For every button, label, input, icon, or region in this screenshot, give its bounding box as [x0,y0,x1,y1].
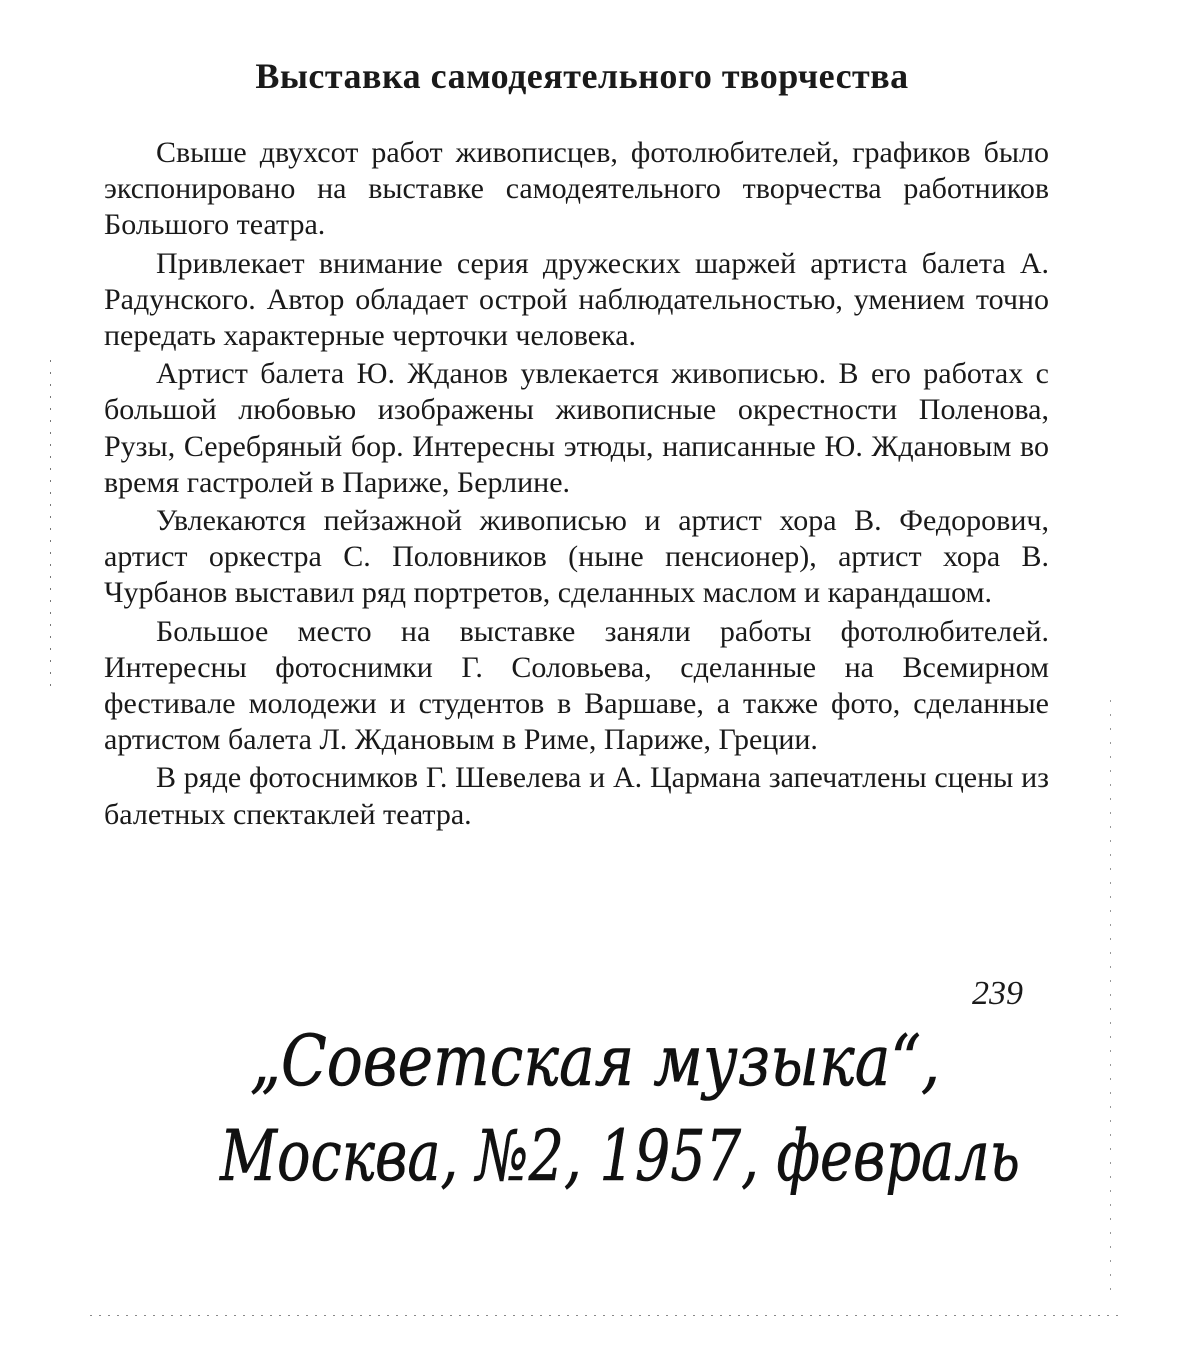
handwritten-source-note [220,1015,1040,1215]
paragraph: Артист балета Ю. Жданов увлекается живописью. В его работах с большой любовью изображены живописные окрестности Поленова, Рузы, Серебряный бор. Интересны этюды, написанные Ю. Ждановым во время гастролей в Париже, Берлине. [104,357,1049,499]
page-number: 239 [972,975,1023,1012]
scan-edge-bottom [90,1315,1120,1316]
paragraph: В ряде фотоснимков Г. Шевелева и А. Цармана запечатлены сцены из балетных спектаклей театра. [104,761,1049,831]
article-body [104,135,1049,835]
paragraph: Большое место на выставке заняли работы фотолюбителей. Интересны фотоснимки Г. Соловьева, сделанные на Всемирном фестивале молодежи и студентов в Варшаве, а также фото, сделанные артистом балета Л. Ждановым в Риме, Париже, Греции. [104,614,1049,757]
handwritten-line-2: Москва, №2, 1957, февраль [218,1115,1020,1197]
article-title: Выставка самодеятельного творчества [255,56,909,96]
paragraph: Свыше двухсот работ живописцев, фотолюбителей, графиков было экспонировано на выставке самодеятельного творчества работников Большого театра. [104,136,1049,242]
scan-edge-right [1110,700,1111,1300]
handwritten-line-1: „Советская музыка“, [250,1020,940,1102]
scan-edge-left [50,360,51,690]
handwriting-drawing [220,1015,1040,1215]
paragraph: Увлекаются пейзажной живописью и артист хора В. Федорович, артист оркестра С. Половников (ныне пенсионер), артист хора В. Чурбанов выставил ряд портретов, сделанных маслом и карандашом. [104,504,1049,610]
paragraph: Привлекает внимание серия дружеских шаржей артиста балета А. Радунского. Автор обладает острой наблюдательностью, умением точно передать характерные черточки человека. [104,246,1049,353]
